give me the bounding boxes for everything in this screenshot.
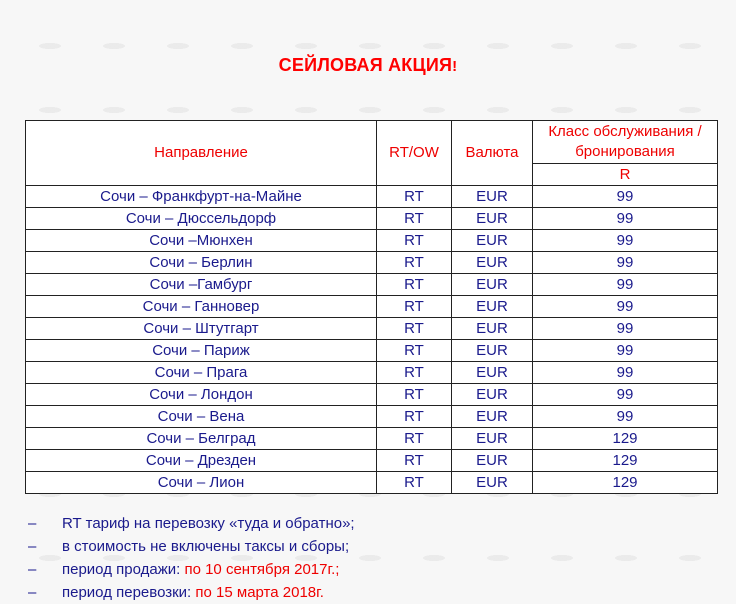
cell-direction: Сочи – Прага [26, 362, 377, 384]
cell-direction: Сочи – Вена [26, 406, 377, 428]
cell-currency: EUR [452, 428, 533, 450]
list-dash: – [28, 584, 37, 601]
cell-rtow: RT [377, 428, 452, 450]
cell-fare: 129 [533, 428, 718, 450]
header-currency: Валюта [452, 121, 533, 186]
page-title [0, 55, 736, 76]
cell-fare: 99 [533, 340, 718, 362]
cell-currency: EUR [452, 340, 533, 362]
list-item [28, 535, 355, 558]
cell-direction: Сочи – Ганновер [26, 296, 377, 318]
cell-rtow: RT [377, 450, 452, 472]
notes-list [28, 512, 355, 604]
cell-rtow: RT [377, 296, 452, 318]
cell-currency: EUR [452, 450, 533, 472]
cell-fare: 99 [533, 230, 718, 252]
table-row [26, 186, 718, 208]
cell-direction: Сочи – Берлин [26, 252, 377, 274]
cell-rtow: RT [377, 472, 452, 494]
cell-currency: EUR [452, 186, 533, 208]
header-class-code: R [533, 164, 718, 186]
note-text: в стоимость не включены таксы и сборы; [62, 538, 350, 555]
fares-table-body [26, 186, 718, 494]
list-item [28, 512, 355, 535]
cell-direction: Сочи – Дрезден [26, 450, 377, 472]
table-row [26, 318, 718, 340]
cell-rtow: RT [377, 362, 452, 384]
header-direction: Направление [26, 121, 377, 186]
cell-direction: Сочи – Дюссельдорф [26, 208, 377, 230]
list-item [28, 558, 355, 581]
cell-fare: 99 [533, 186, 718, 208]
note-text: период перевозки: [62, 584, 196, 601]
cell-rtow: RT [377, 252, 452, 274]
table-row [26, 472, 718, 494]
cell-fare: 99 [533, 208, 718, 230]
cell-rtow: RT [377, 340, 452, 362]
note-highlight: по 10 сентября 2017г.; [184, 561, 340, 578]
cell-fare: 99 [533, 318, 718, 340]
cell-rtow: RT [377, 406, 452, 428]
cell-rtow: RT [377, 186, 452, 208]
note-text: период продажи: [62, 561, 185, 578]
table-row [26, 406, 718, 428]
cell-fare: 99 [533, 362, 718, 384]
cell-currency: EUR [452, 384, 533, 406]
cell-rtow: RT [377, 384, 452, 406]
list-dash: – [28, 538, 37, 555]
header-rtow: RT/OW [377, 121, 452, 186]
header-service-class: Класс обслуживания / бронирования [533, 121, 718, 164]
page-title-text: СЕЙЛОВАЯ АКЦИЯ [278, 55, 453, 75]
cell-fare: 99 [533, 252, 718, 274]
cell-fare: 99 [533, 406, 718, 428]
list-dash: – [28, 515, 37, 532]
table-row [26, 296, 718, 318]
cell-currency: EUR [452, 296, 533, 318]
cell-currency: EUR [452, 318, 533, 340]
table-row [26, 230, 718, 252]
cell-direction: Сочи –Гамбург [26, 274, 377, 296]
cell-rtow: RT [377, 318, 452, 340]
fares-table-header [26, 121, 718, 186]
table-row [26, 340, 718, 362]
cell-rtow: RT [377, 208, 452, 230]
table-row [26, 428, 718, 450]
cell-direction: Сочи – Белград [26, 428, 377, 450]
cell-fare: 99 [533, 296, 718, 318]
cell-currency: EUR [452, 362, 533, 384]
table-row [26, 274, 718, 296]
list-item [28, 581, 355, 604]
cell-direction: Сочи – Лион [26, 472, 377, 494]
table-row [26, 384, 718, 406]
cell-currency: EUR [452, 252, 533, 274]
list-dash: – [28, 561, 37, 578]
cell-direction: Сочи – Франкфурт-на-Майне [26, 186, 377, 208]
cell-rtow: RT [377, 274, 452, 296]
cell-fare: 129 [533, 472, 718, 494]
cell-currency: EUR [452, 208, 533, 230]
cell-fare: 99 [533, 384, 718, 406]
cell-direction: Сочи –Мюнхен [26, 230, 377, 252]
cell-rtow: RT [377, 230, 452, 252]
note-highlight: по 15 марта 2018г. [195, 584, 324, 601]
page-title-exclamation: ! [452, 58, 458, 75]
cell-currency: EUR [452, 274, 533, 296]
cell-currency: EUR [452, 230, 533, 252]
cell-direction: Сочи – Париж [26, 340, 377, 362]
cell-direction: Сочи – Штутгарт [26, 318, 377, 340]
note-text: RT тариф на перевозку «туда и обратно»; [62, 515, 355, 532]
cell-currency: EUR [452, 472, 533, 494]
fares-table [25, 120, 718, 494]
table-row [26, 208, 718, 230]
cell-direction: Сочи – Лондон [26, 384, 377, 406]
cell-currency: EUR [452, 406, 533, 428]
cell-fare: 99 [533, 274, 718, 296]
cell-fare: 129 [533, 450, 718, 472]
table-row [26, 252, 718, 274]
table-row [26, 362, 718, 384]
table-row [26, 450, 718, 472]
